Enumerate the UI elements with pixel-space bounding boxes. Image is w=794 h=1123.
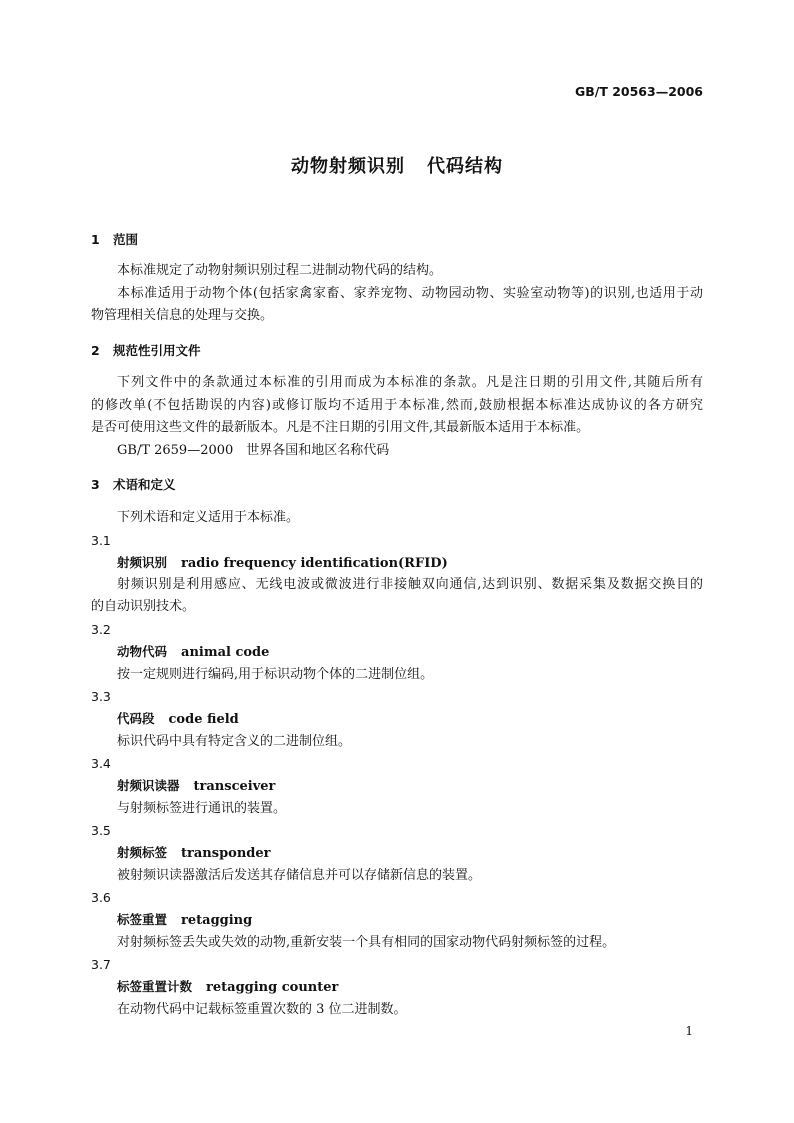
term-zh: 射频识别 (117, 555, 168, 570)
term-entry (117, 978, 338, 997)
term-en: transceiver (193, 779, 276, 794)
term-zh: 标签重置计数 (117, 979, 193, 994)
term-number: 3.5 (91, 823, 111, 838)
term-number: 3.7 (91, 957, 111, 972)
term-en: retagging (181, 913, 253, 928)
section-title: 范围 (113, 232, 139, 247)
term-zh: 代码段 (117, 711, 155, 726)
term-entry (117, 911, 252, 930)
term-number: 3.6 (91, 890, 111, 905)
paragraph-line: 本标准适用于动物个体(包括家禽家畜、家养宠物、动物园动物、实验室动物等)的识别,也适用于动 (117, 286, 703, 301)
section-heading-3 (91, 476, 176, 494)
term-zh: 射频标签 (117, 845, 168, 860)
term-number: 3.1 (91, 533, 111, 548)
paragraph-line: 的修改单(不包括勘误的内容)或修订版均不适用于本标准,然而,鼓励根据本标准达成协议的各方研究 (91, 398, 703, 413)
term-definition: 按一定规则进行编码,用于标识动物个体的二进制位组。 (117, 667, 434, 682)
paragraph-line: 本标准规定了动物射频识别过程二进制动物代码的结构。 (117, 263, 443, 278)
term-definition: 对射频标签丢失或失效的动物,重新安装一个具有相同的国家动物代码射频标签的过程。 (117, 935, 616, 950)
document-title (0, 152, 794, 178)
term-en: animal code (181, 645, 270, 660)
term-zh: 射频识读器 (117, 778, 180, 793)
term-definition: 在动物代码中记载标签重置次数的 3 位二进制数。 (117, 1002, 407, 1017)
paragraph-line: 物管理相关信息的处理与交换。 (91, 308, 274, 323)
term-number: 3.2 (91, 622, 111, 637)
paragraph-line: 下列文件中的条款通过本标准的引用而成为本标准的条款。凡是注日期的引用文件,其随后所有 (117, 375, 703, 390)
title-part-1: 动物射频识别 (291, 156, 405, 177)
term-definition: 标识代码中具有特定含义的二进制位组。 (117, 734, 352, 749)
title-part-2: 代码结构 (427, 156, 503, 177)
term-definition: 被射频识读器激活后发送其存储信息并可以存储新信息的装置。 (117, 868, 482, 883)
term-definition: 与射频标签进行通讯的装置。 (117, 801, 287, 816)
term-entry (117, 554, 448, 573)
term-number: 3.3 (91, 689, 111, 704)
term-en: retagging counter (206, 980, 339, 995)
term-definition: 射频识别是利用感应、无线电波或微波进行非接触双向通信,达到识别、数据采集及数据交换目的 (117, 577, 703, 592)
term-zh: 动物代码 (117, 644, 168, 659)
section-heading-2 (91, 342, 201, 360)
paragraph-line: 是否可使用这些文件的最新版本。凡是不注日期的引用文件,其最新版本适用于本标准。 (91, 420, 590, 435)
section-heading-1 (91, 231, 138, 249)
term-definition: 的自动识别技术。 (91, 599, 196, 614)
page-number: 1 (685, 1024, 693, 1038)
term-en: code field (168, 712, 239, 727)
section-number: 3 (91, 477, 100, 492)
standard-code: GB/T 20563—2006 (574, 84, 703, 99)
term-entry (117, 710, 239, 729)
term-number: 3.4 (91, 756, 111, 771)
term-en: radio frequency identification(RFID) (181, 556, 448, 571)
term-entry (117, 844, 271, 863)
section-number: 2 (91, 343, 100, 358)
term-entry (117, 777, 275, 796)
term-zh: 标签重置 (117, 912, 168, 927)
term-en: transponder (181, 846, 271, 861)
normative-reference: GB/T 2659—2000 世界各国和地区名称代码 (117, 443, 390, 458)
section-title: 规范性引用文件 (113, 343, 201, 358)
term-entry (117, 643, 269, 662)
section-number: 1 (91, 232, 100, 247)
paragraph-line: 下列术语和定义适用于本标准。 (117, 510, 300, 525)
section-title: 术语和定义 (113, 477, 176, 492)
